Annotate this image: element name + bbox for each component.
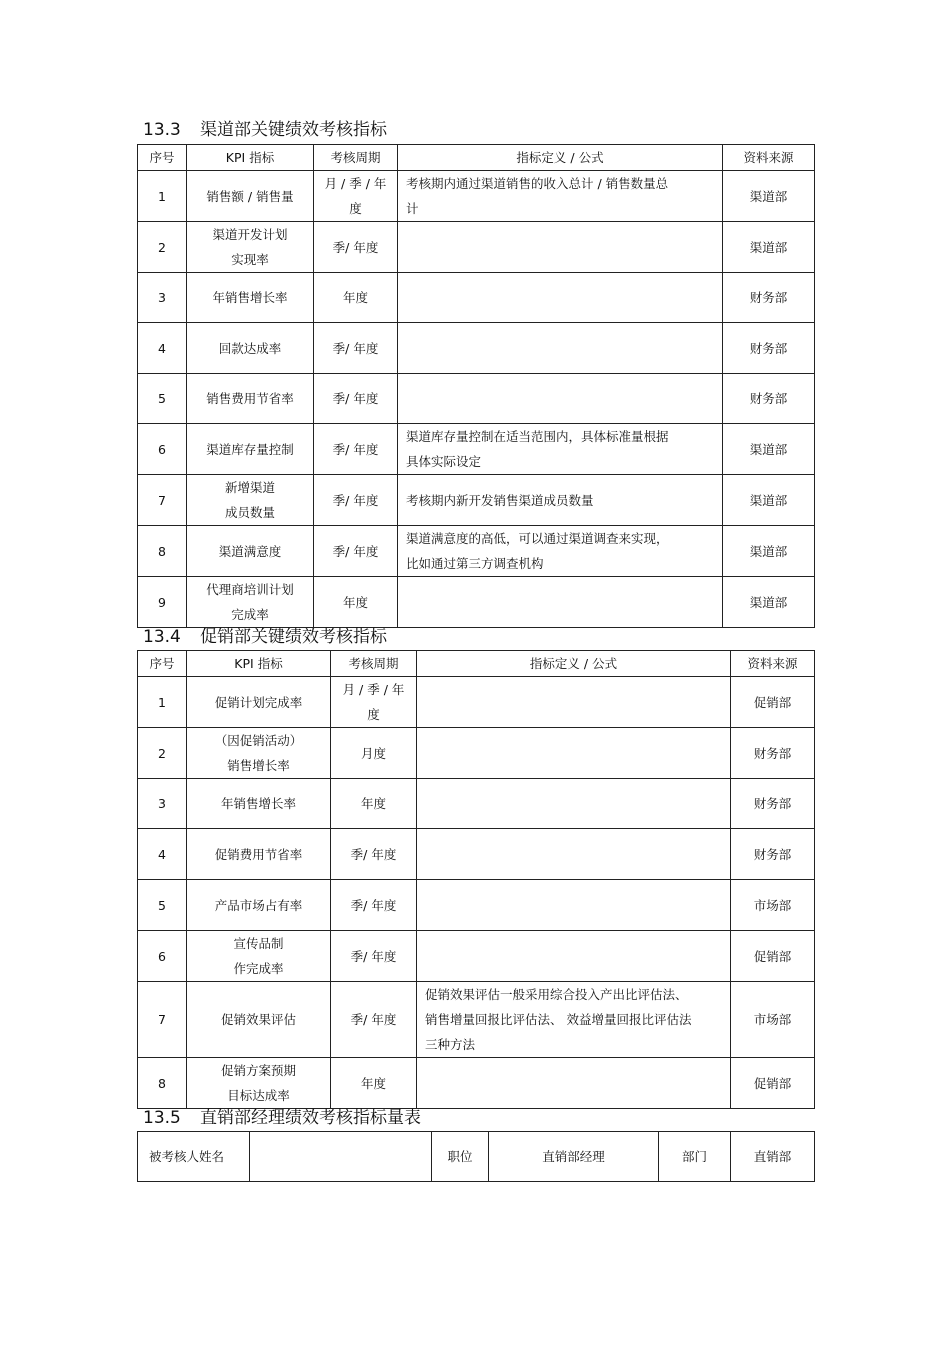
table-row xyxy=(138,880,815,931)
position-value: 直销部经理 xyxy=(489,1132,659,1182)
kpi-name xyxy=(187,374,314,424)
definition-line: 比如通过第三方调查机构 xyxy=(406,556,544,571)
table-row xyxy=(138,273,815,323)
row-number: 1 xyxy=(138,677,187,728)
source: 促销部 xyxy=(731,1058,815,1109)
row-number: 4 xyxy=(138,829,187,880)
definition xyxy=(417,982,731,1058)
period xyxy=(314,475,398,526)
kpi-name xyxy=(187,222,314,273)
kpi-name-line: 促销费用节省率 xyxy=(214,846,303,862)
period xyxy=(331,677,417,728)
table-header-row xyxy=(138,145,815,171)
row-number: 7 xyxy=(138,475,187,526)
definition xyxy=(398,323,723,374)
period xyxy=(331,880,417,931)
period-line: 季/ 年度 xyxy=(350,846,397,862)
row-number: 3 xyxy=(138,273,187,323)
period xyxy=(331,982,417,1058)
header-no: 序号 xyxy=(138,145,187,171)
position-label: 职位 xyxy=(432,1132,489,1182)
table-row xyxy=(138,829,815,880)
table-row xyxy=(138,577,815,628)
header-kpi: KPI 指标 xyxy=(187,145,314,171)
period xyxy=(314,424,398,475)
header-period: 考核周期 xyxy=(331,651,417,677)
period xyxy=(331,931,417,982)
kpi-name-line: 目标达成率 xyxy=(227,1088,290,1103)
kpi-name-line: 促销计划完成率 xyxy=(214,694,303,710)
kpi-name-line: 宣传品制 xyxy=(233,936,284,951)
period xyxy=(314,526,398,577)
definition-line: 三种方法 xyxy=(425,1037,476,1052)
kpi-name-line: 销售费用节省率 xyxy=(206,391,294,406)
definition xyxy=(398,424,723,475)
definition-line: 促销效果评估一般采用综合投入产出比评估法、 xyxy=(425,987,688,1002)
definition xyxy=(398,273,723,323)
name-field[interactable] xyxy=(250,1132,432,1182)
row-number: 6 xyxy=(138,931,187,982)
table-row xyxy=(138,171,815,222)
kpi-name-line: 成员数量 xyxy=(224,505,275,520)
source: 渠道部 xyxy=(723,577,815,628)
header-no: 序号 xyxy=(138,651,187,677)
table-row xyxy=(138,526,815,577)
kpi-name xyxy=(187,171,314,222)
row-number: 5 xyxy=(138,880,187,931)
period-line: 月 / 季 / 年 xyxy=(342,682,405,697)
kpi-name-line: 代理商培训计划 xyxy=(206,582,294,597)
definition xyxy=(417,931,731,982)
header-period: 考核周期 xyxy=(314,145,398,171)
definition xyxy=(398,526,723,577)
dept-value: 直销部 xyxy=(731,1132,815,1182)
kpi-name xyxy=(187,526,314,577)
definition-line: 渠道库存量控制在适当范围内，具体标准量根据 xyxy=(406,429,669,444)
definition xyxy=(398,171,723,222)
kpi-name xyxy=(187,728,331,779)
period-line: 季/ 年度 xyxy=(332,492,379,508)
period-line: 度 xyxy=(349,201,362,216)
source: 财务部 xyxy=(731,728,815,779)
period-line: 季/ 年度 xyxy=(332,340,379,356)
period xyxy=(314,577,398,628)
row-number: 8 xyxy=(138,526,187,577)
definition xyxy=(417,728,731,779)
kpi-name-line: 作完成率 xyxy=(233,961,284,976)
definition-line: 考核期内通过渠道销售的收入总计 / 销售数量总 xyxy=(406,176,669,191)
period xyxy=(331,1058,417,1109)
section-number: 13.3 xyxy=(143,120,181,140)
kpi-name xyxy=(187,1058,331,1109)
table-row xyxy=(138,424,815,475)
source: 促销部 xyxy=(731,931,815,982)
channel-kpi-table xyxy=(137,144,815,628)
source: 促销部 xyxy=(731,677,815,728)
period xyxy=(314,222,398,273)
kpi-name-line: 渠道库存量控制 xyxy=(206,441,294,457)
kpi-name-line: 渠道开发计划 xyxy=(212,227,288,242)
period xyxy=(314,323,398,374)
period-line: 季/ 年度 xyxy=(350,897,397,913)
period-line: 年度 xyxy=(342,594,368,610)
row-number: 7 xyxy=(138,982,187,1058)
header-kpi: KPI 指标 xyxy=(187,651,331,677)
definition xyxy=(398,577,723,628)
kpi-name-line: （因促销活动） xyxy=(214,733,303,748)
definition xyxy=(398,475,723,526)
period xyxy=(314,374,398,424)
row-number: 2 xyxy=(138,222,187,273)
kpi-name-line: 回款达成率 xyxy=(218,340,282,356)
period xyxy=(331,779,417,829)
kpi-name-line: 渠道满意度 xyxy=(218,543,282,559)
row-number: 1 xyxy=(138,171,187,222)
definition-line: 具体实际设定 xyxy=(406,454,482,469)
kpi-name xyxy=(187,577,314,628)
dept-label: 部门 xyxy=(659,1132,731,1182)
period xyxy=(331,728,417,779)
row-number: 6 xyxy=(138,424,187,475)
kpi-name-line: 实现率 xyxy=(231,252,269,267)
definition-line: 考核期内新开发销售渠道成员数量 xyxy=(406,492,594,508)
kpi-name xyxy=(187,424,314,475)
period-line: 季/ 年度 xyxy=(332,543,379,559)
definition xyxy=(417,829,731,880)
source: 市场部 xyxy=(731,880,815,931)
period-line: 年度 xyxy=(360,1075,386,1091)
period-line: 季/ 年度 xyxy=(332,441,379,457)
definition-line: 计 xyxy=(406,201,419,216)
section-title: 促销部关键绩效考核指标 xyxy=(200,627,387,647)
definition xyxy=(398,374,723,424)
kpi-name-line: 销售增长率 xyxy=(227,758,290,773)
kpi-name xyxy=(187,323,314,374)
source: 市场部 xyxy=(731,982,815,1058)
kpi-name-line: 年销售增长率 xyxy=(212,290,288,305)
source: 渠道部 xyxy=(723,222,815,273)
kpi-name-line: 新增渠道 xyxy=(224,480,275,495)
kpi-name xyxy=(187,677,331,728)
table-row xyxy=(138,931,815,982)
table-row xyxy=(138,222,815,273)
table-row xyxy=(138,374,815,424)
period-line: 度 xyxy=(367,707,380,722)
period-line: 月 / 季 / 年 xyxy=(324,176,387,191)
period-line: 季/ 年度 xyxy=(350,1012,397,1027)
period-line: 月度 xyxy=(360,745,386,761)
source: 渠道部 xyxy=(723,475,815,526)
kpi-name xyxy=(187,982,331,1058)
header-source: 资料来源 xyxy=(723,145,815,171)
section-13-5-heading xyxy=(143,1108,421,1128)
definition-line: 销售增量回报比评估法、 效益增量回报比评估法 xyxy=(425,1012,692,1027)
source: 渠道部 xyxy=(723,424,815,475)
kpi-name xyxy=(187,829,331,880)
source: 财务部 xyxy=(723,323,815,374)
section-title: 直销部经理绩效考核指标量表 xyxy=(200,1108,421,1128)
source: 财务部 xyxy=(723,273,815,323)
kpi-name-line: 产品市场占有率 xyxy=(214,897,303,913)
period-line: 季/ 年度 xyxy=(350,948,397,964)
section-title: 渠道部关键绩效考核指标 xyxy=(200,120,387,140)
definition xyxy=(417,779,731,829)
row-number: 4 xyxy=(138,323,187,374)
period xyxy=(314,273,398,323)
section-13-4-heading xyxy=(143,627,387,647)
period-line: 季/ 年度 xyxy=(332,239,379,255)
header-definition: 指标定义 / 公式 xyxy=(417,651,731,677)
section-number: 13.5 xyxy=(143,1108,181,1128)
table-row xyxy=(138,475,815,526)
table-header-row xyxy=(138,651,815,677)
kpi-name-line: 销售额 / 销售量 xyxy=(206,188,294,204)
definition xyxy=(398,222,723,273)
period-line: 年度 xyxy=(342,290,368,305)
period xyxy=(314,171,398,222)
row-number: 5 xyxy=(138,374,187,424)
section-13-3-heading xyxy=(143,120,387,140)
period-line: 季/ 年度 xyxy=(332,391,379,406)
definition xyxy=(417,880,731,931)
kpi-name-line: 年销售增长率 xyxy=(220,796,296,811)
period-line: 年度 xyxy=(360,796,386,811)
table-row xyxy=(138,677,815,728)
definition xyxy=(417,1058,731,1109)
kpi-name xyxy=(187,779,331,829)
row-number: 9 xyxy=(138,577,187,628)
source: 财务部 xyxy=(723,374,815,424)
table-row xyxy=(138,728,815,779)
table-row xyxy=(138,982,815,1058)
source: 渠道部 xyxy=(723,526,815,577)
row-number: 8 xyxy=(138,1058,187,1109)
kpi-name-line: 完成率 xyxy=(231,607,269,622)
row-number: 3 xyxy=(138,779,187,829)
kpi-name xyxy=(187,475,314,526)
name-label: 被考核人姓名 xyxy=(138,1132,250,1182)
header-source: 资料来源 xyxy=(731,651,815,677)
promotion-kpi-table xyxy=(137,650,815,1109)
kpi-name xyxy=(187,931,331,982)
definition xyxy=(417,677,731,728)
header-definition: 指标定义 / 公式 xyxy=(398,145,723,171)
period xyxy=(331,829,417,880)
definition-line: 渠道满意度的高低，可以通过渠道调查来实现， xyxy=(406,531,669,546)
kpi-name xyxy=(187,880,331,931)
kpi-name-line: 促销效果评估 xyxy=(220,1012,296,1027)
row-number: 2 xyxy=(138,728,187,779)
section-number: 13.4 xyxy=(143,627,181,647)
source: 财务部 xyxy=(731,829,815,880)
kpi-name-line: 促销方案预期 xyxy=(220,1063,296,1078)
table-row xyxy=(138,779,815,829)
direct-sales-manager-table xyxy=(137,1131,815,1182)
table-row xyxy=(138,323,815,374)
info-row xyxy=(138,1132,815,1182)
source: 财务部 xyxy=(731,779,815,829)
source: 渠道部 xyxy=(723,171,815,222)
table-row xyxy=(138,1058,815,1109)
kpi-name xyxy=(187,273,314,323)
